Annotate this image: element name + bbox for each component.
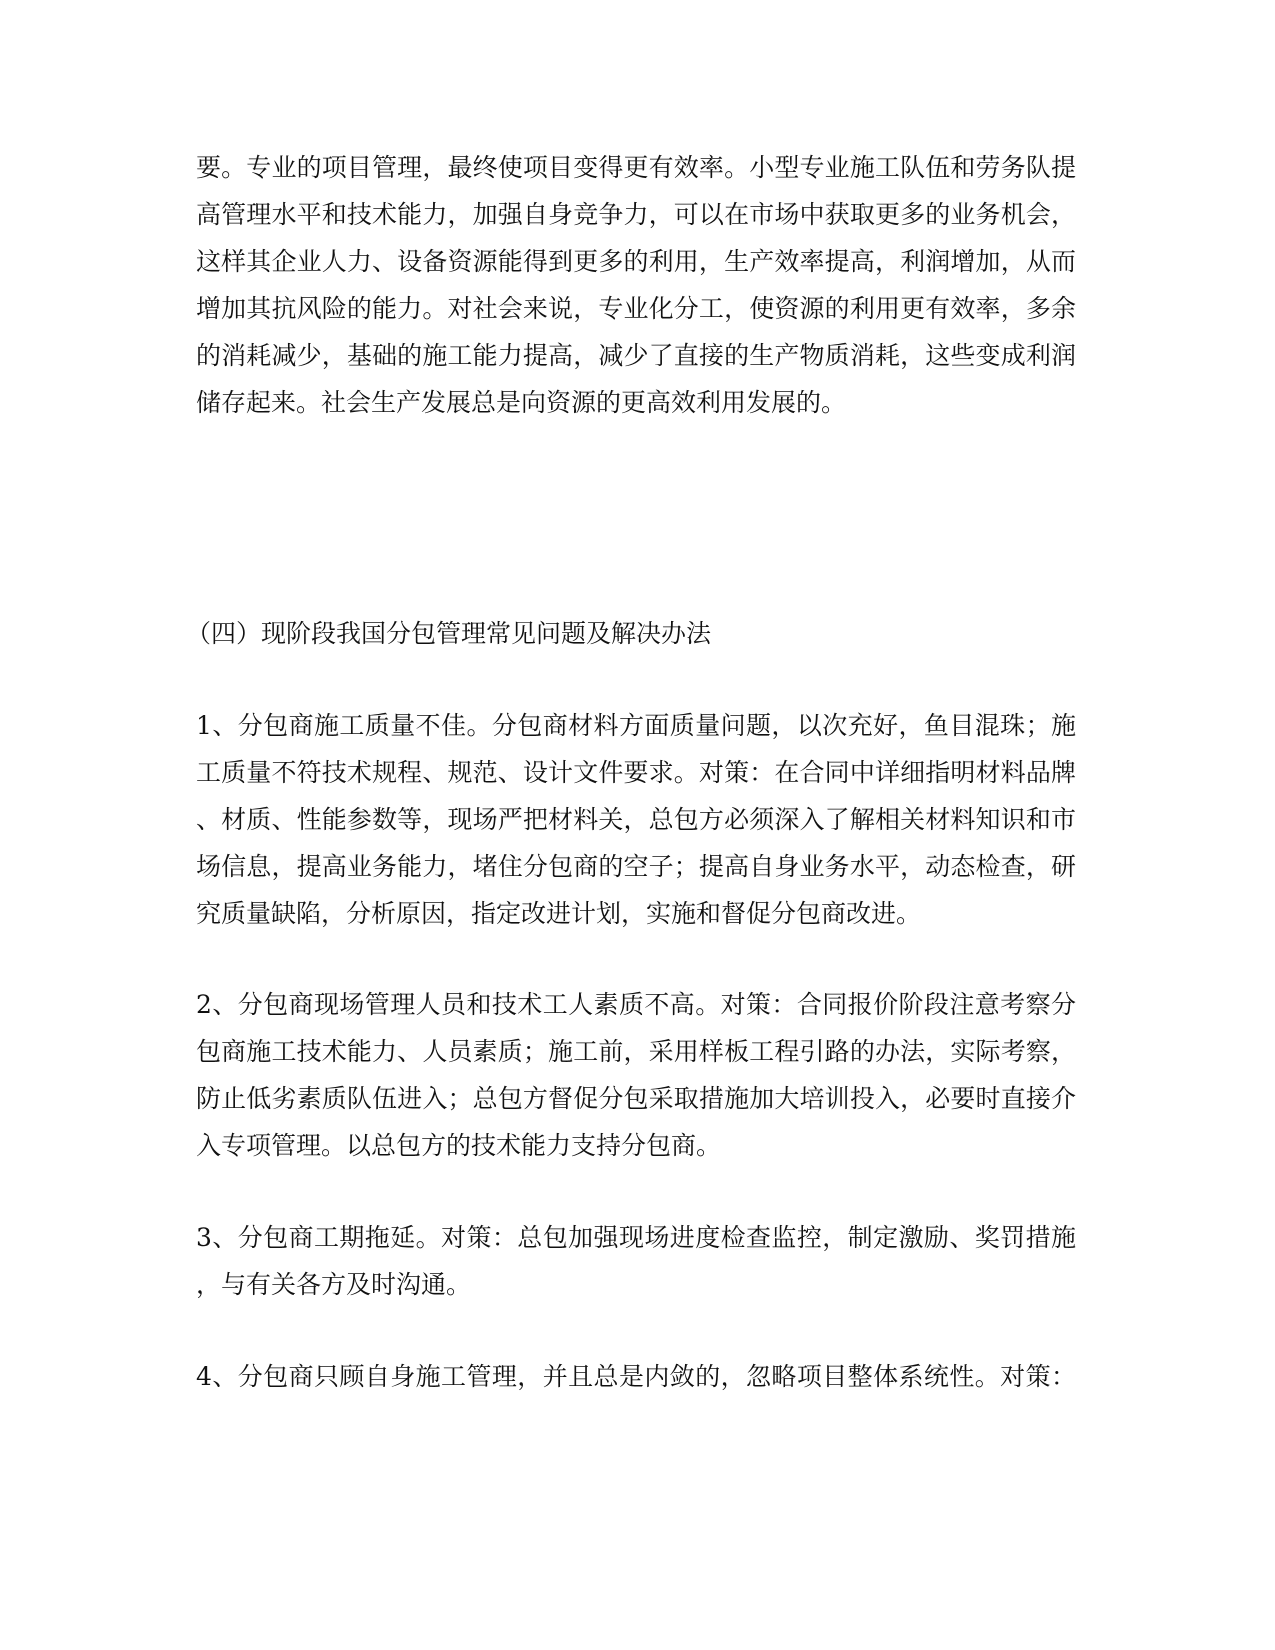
item-2-line: 2、分包商现场管理人员和技术工人素质不高。对策：合同报价阶段注意考察分 xyxy=(196,990,1076,1019)
paragraph-line: 增加其抗风险的能力。对社会来说，专业化分工，使资源的利用更有效率，多余 xyxy=(196,294,1076,323)
item-1-line: 工质量不符技术规程、规范、设计文件要求。对策：在合同中详细指明材料品牌 xyxy=(196,758,1076,787)
item-2-line: 防止低劣素质队伍进入；总包方督促分包采取措施加大培训投入，必要时直接介 xyxy=(196,1084,1076,1113)
item-1-line: 1、分包商施工质量不佳。分包商材料方面质量问题，以次充好，鱼目混珠；施 xyxy=(196,711,1076,740)
paragraph-line: 储存起来。社会生产发展总是向资源的更高效利用发展的。 xyxy=(196,388,847,417)
paragraph-line: 要。专业的项目管理，最终使项目变得更有效率。小型专业施工队伍和劳务队提 xyxy=(196,153,1076,182)
item-1-line: 、材质、性能参数等，现场严把材料关，总包方必须深入了解相关材料知识和市 xyxy=(196,805,1076,834)
item-1-line: 场信息，提高业务能力，堵住分包商的空子；提高自身业务水平，动态检查，研 xyxy=(196,852,1076,881)
item-3-line: ，与有关各方及时沟通。 xyxy=(196,1270,472,1299)
paragraph-line: 这样其企业人力、设备资源能得到更多的利用，生产效率提高，利润增加，从而 xyxy=(196,247,1076,276)
item-1-line: 究质量缺陷，分析原因，指定改进计划，实施和督促分包商改进。 xyxy=(196,899,922,928)
paragraph-line: 的消耗减少，基础的施工能力提高，减少了直接的生产物质消耗，这些变成利润 xyxy=(196,341,1076,370)
paragraph-line: 高管理水平和技术能力，加强自身竞争力，可以在市场中获取更多的业务机会， xyxy=(196,200,1076,229)
item-2-line: 包商施工技术能力、人员素质；施工前，采用样板工程引路的办法，实际考察， xyxy=(196,1037,1076,1066)
section-heading: （四）现阶段我国分包管理常见问题及解决办法 xyxy=(186,619,712,648)
item-3-line: 3、分包商工期拖延。对策：总包加强现场进度检查监控，制定激励、奖罚措施 xyxy=(196,1223,1076,1252)
item-4-line: 4、分包商只顾自身施工管理，并且总是内敛的，忽略项目整体系统性。对策： xyxy=(196,1362,1076,1391)
item-2-line: 入专项管理。以总包方的技术能力支持分包商。 xyxy=(196,1131,722,1160)
